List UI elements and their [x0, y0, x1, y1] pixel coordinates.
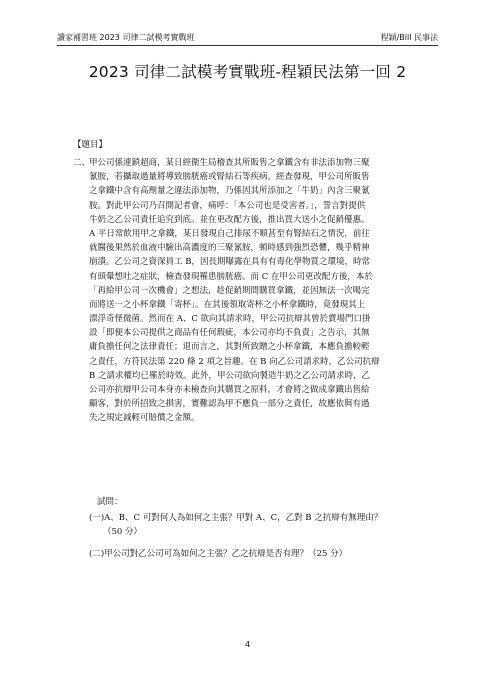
question-marker: 二、	[73, 158, 91, 168]
sub-question-1: (一)A、B、C 可對何人為如何之主張？甲對 A、C，乙對 B 之抗辯有無理由？	[89, 513, 383, 523]
question-line: 氰胺，若攝取過量將導致膀胱癌或腎結石等疾病。經查發現，甲公司所販售	[89, 172, 370, 183]
question-line: 失之規定減輕可賠償之金額。	[89, 413, 200, 424]
question-line: 公司亦抗辯甲公司本身亦未檢查向其購買之原料，才會將之做成拿鐵出售給	[89, 385, 370, 395]
header-course-title: 讀家補習班 2023 司律二試模考實戰班	[57, 33, 195, 42]
question-line: 崩潰。乙公司之資深員工 B，因長期曝露在具有有毒化學物質之環境，時常	[89, 257, 370, 268]
question-line: 設「即便本公司提供之商品有任何瑕疵，本公司亦均不負責」之告示，其無	[89, 328, 370, 339]
question-line: A 平日常飲用甲之拿鐵，某日發現自己排尿不順甚至有腎結石之情況，前往	[89, 228, 370, 239]
page-header	[57, 33, 438, 43]
question-line: 胺。對此甲公司乃召開記者會，痛呼：「本公司也是受害者。」，誓言對提供	[89, 200, 366, 211]
question-line: 漂浮奇怪微菌。然而在 A、C 欲向其請求時，甲公司抗辯其曾於賣場門口掛	[89, 314, 371, 325]
question-line: 而將送一之小杯拿鐵「寄杯」。在其後領取寄杯之小杯拿鐵時，竟發現其上	[89, 299, 366, 310]
section-label: 【題目】	[73, 140, 108, 150]
sub-question-2: (二)甲公司對乙公司可為如何之主張？乙之抗辯是否有理？（25 分）	[89, 549, 348, 559]
header-divider	[57, 45, 438, 46]
ask-label: 試問：	[97, 497, 123, 507]
question-line: 顧客，對於所招致之損害，實難認為甲不應負一部分之責任，故應依與有過	[89, 399, 370, 410]
header-instructor: 程穎/Bill 民事法	[380, 33, 438, 42]
page-number: 4	[244, 640, 251, 649]
question-line: 牛奶之乙公司責任追究到底。並在更改配方後，推出買大送小之促銷優惠。	[89, 214, 370, 225]
question-line: 有頭暈想吐之症狀，檢查發現罹患膀胱癌。而 C 在甲公司更改配方後，本於	[89, 271, 373, 282]
question-line: 之責任，方符民法第 220 條 2 項之旨趣。在 B 向乙公司請求時，乙公司抗辯	[89, 356, 380, 367]
question-line: 就醫後果然於血液中驗出高濃度的三聚氰胺，頓時感到強烈恐懼，幾乎精神	[89, 243, 370, 254]
question-body	[89, 156, 430, 426]
question-line: 「再給甲公司一次機會」之想法，趁促銷期間購買拿鐵，並因無法一次喝完	[89, 285, 370, 296]
question-line: 甲公司係連鎖超商，某日經衛生局稽查其所販售之拿鐵含有非法添加物三聚	[89, 158, 370, 168]
question-line: 之拿鐵中含有高劑量之違法添加物，乃係因其所添加之「牛奶」內含三聚氰	[89, 186, 370, 197]
page-title: 2023 司律二試模考實戰班-程穎民法第一回 2	[88, 63, 407, 81]
question-line: 庸負擔任何之法律責任；退而言之，其對所致贈之小杯拿鐵，本應負擔較輕	[89, 342, 370, 353]
sub-question-1-points: （50 分）	[103, 527, 143, 537]
question-line: B 之請求權均已罹於時效。此外，甲公司欲向製造牛奶之乙公司請求時，乙	[89, 370, 370, 381]
